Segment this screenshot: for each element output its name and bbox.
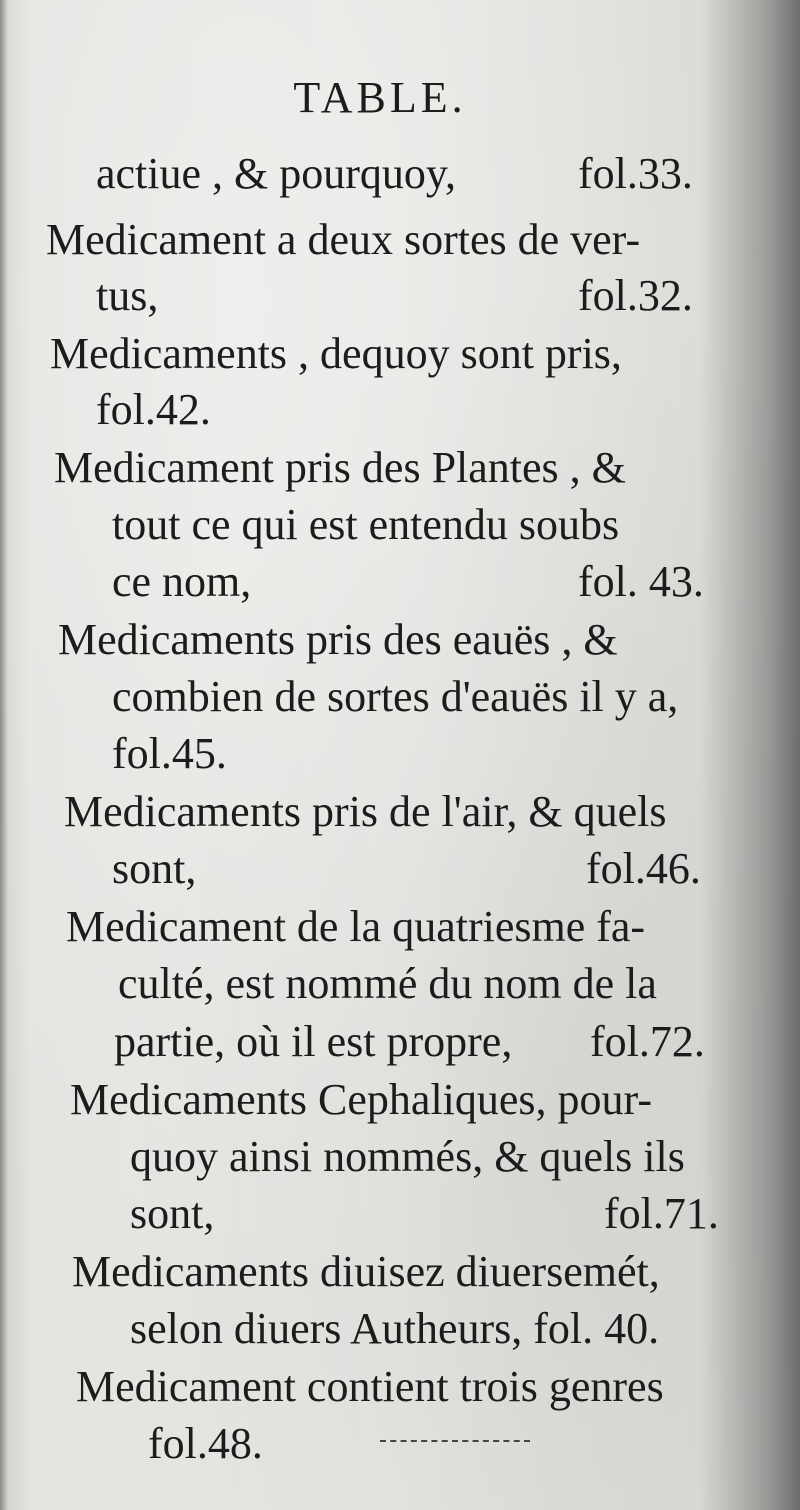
index-line: sont, xyxy=(130,1189,215,1238)
folio-ref: fol.46. xyxy=(586,844,701,893)
folio-ref: fol.32. xyxy=(578,271,693,320)
folio-ref: fol.71. xyxy=(604,1189,719,1238)
index-line: Medicament contient trois genres xyxy=(76,1362,664,1411)
index-line: Medicaments pris des eauës , & xyxy=(58,615,618,664)
index-line: Medicaments Cephaliques, pour- xyxy=(70,1075,652,1124)
folio-ref: fol. 43. xyxy=(578,557,704,606)
index-line: fol.45. xyxy=(112,729,227,778)
page-gutter-shadow xyxy=(0,0,8,1510)
index-line: quoy ainsi nommés, & quels ils xyxy=(130,1132,685,1181)
index-line: fol.42. xyxy=(96,385,211,434)
index-line: Medicament a deux sortes de ver- xyxy=(46,215,641,264)
index-line: actiue , & pourquoy, xyxy=(96,149,457,198)
index-line: Medicaments , dequoy sont pris, xyxy=(50,329,622,378)
index-line: Medicament pris des Plantes , & xyxy=(54,443,626,492)
index-line: tus, xyxy=(96,271,159,320)
folio-ref: fol.33. xyxy=(578,149,693,198)
folio-ref: fol.72. xyxy=(590,1017,705,1066)
index-line: Medicaments diuisez diuersemét, xyxy=(72,1247,660,1296)
index-line: combien de sortes d'eauës il y a, xyxy=(112,672,679,721)
index-line: sont, xyxy=(112,844,197,893)
index-line: Medicaments pris de l'air, & quels xyxy=(64,787,667,836)
index-line: selon diuers Autheurs, fol. 40. xyxy=(130,1304,660,1353)
running-head: TABLE. xyxy=(293,73,467,122)
index-line: culté, est nommé du nom de la xyxy=(118,959,657,1008)
index-line: Medicament de la quatriesme fa- xyxy=(66,902,646,951)
index-line: fol.48. xyxy=(148,1419,263,1468)
index-line: partie, où il est propre, xyxy=(114,1017,513,1066)
index-line: tout ce qui est entendu soubs xyxy=(112,500,620,549)
catchword-rule xyxy=(380,1440,530,1442)
index-line: ce nom, xyxy=(112,557,252,606)
